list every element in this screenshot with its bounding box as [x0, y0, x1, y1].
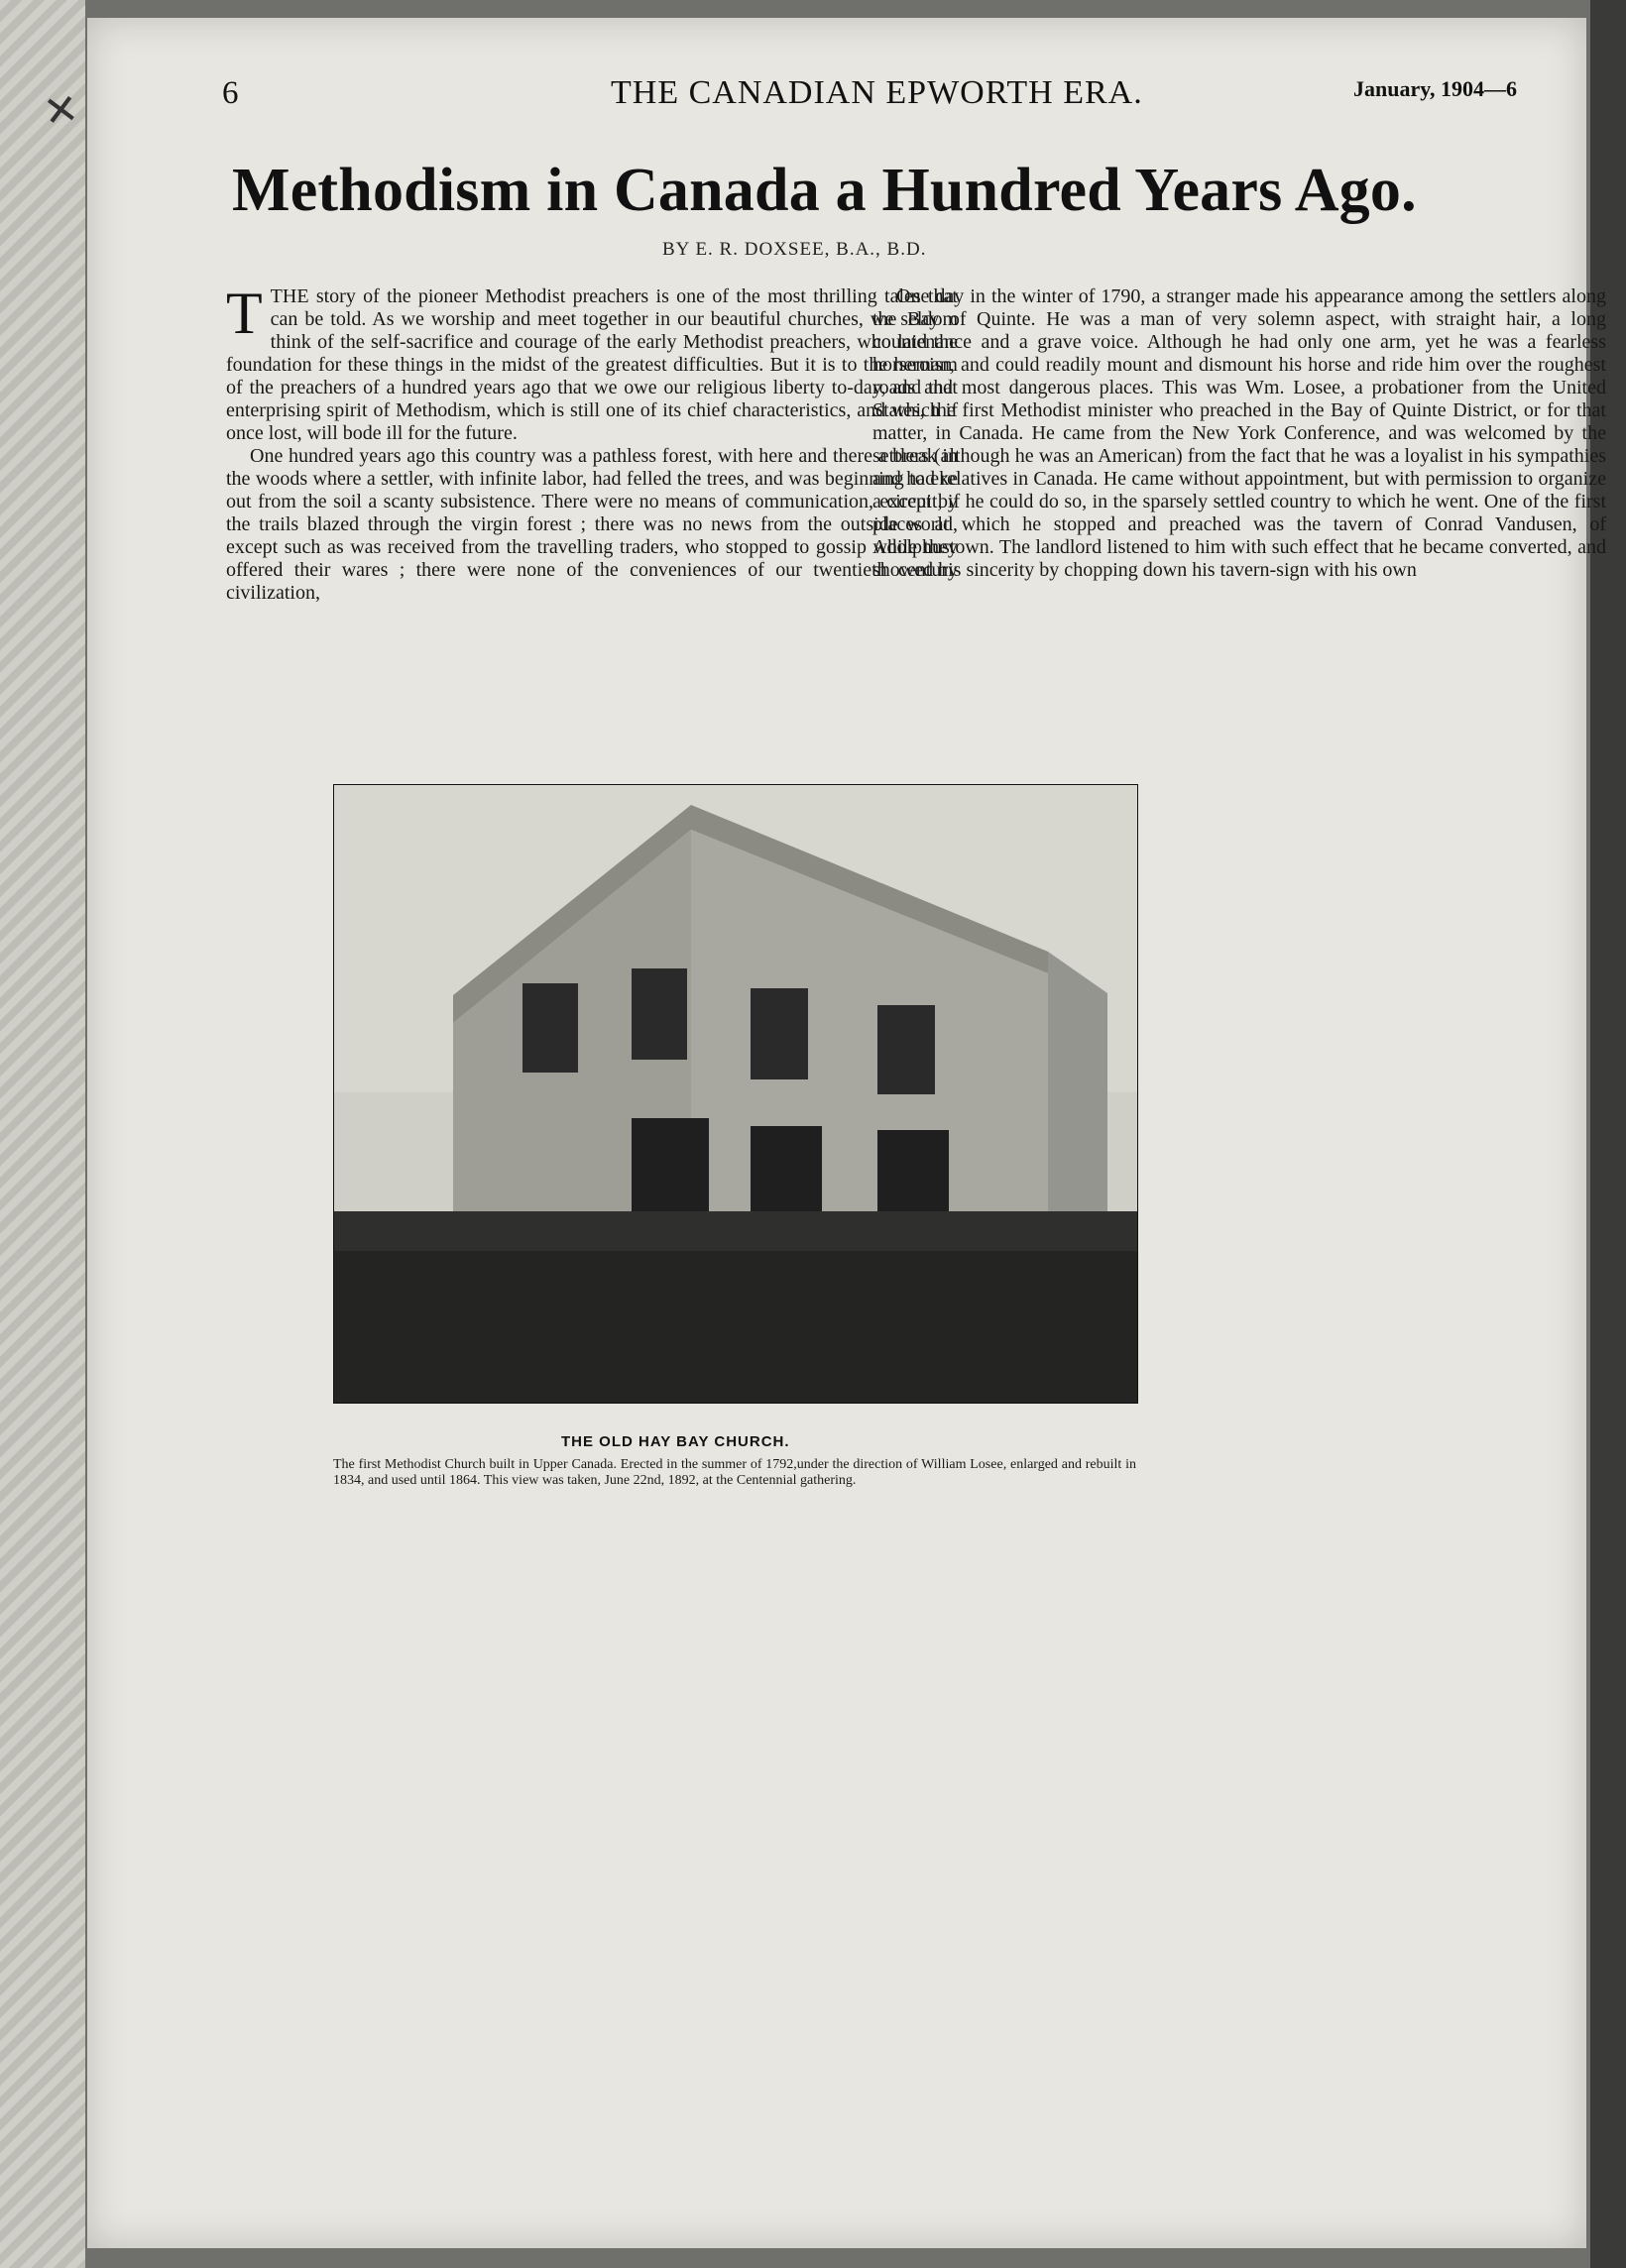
left-paragraph-2: One hundred years ago this country was a pathless forest, with here and there a break in the woods where a settler, with infinite labor, had felled the trees, and was beginning to eke out from the soil a scanty subsistence. There were no means of communication, except by the trails blazed through the virgin forest ; there was no news from the outside world, except such as was received from the travelling traders, who stopped to gossip while they offered their wares ; there were none of the conveniences of our twentieth century civilization,	[226, 445, 958, 604]
church-photo-illustration	[334, 785, 1137, 1403]
pencil-mark-icon: ✕	[40, 83, 82, 137]
publication-title: THE CANADIAN EPWORTH ERA.	[611, 74, 1143, 111]
drop-cap: T	[226, 281, 263, 346]
article-byline: BY E. R. DOXSEE, B.A., B.D.	[662, 239, 927, 260]
right-paragraph-1: One day in the winter of 1790, a stranger made his appearance among the settlers along the Bay of Quinte. He was a man of very solemn aspect, with straight hair, a long countenance and a grave voice. Although he had only one arm, yet he was a fearless horseman, and could readily mount and dismount his horse and ride him over the roughest roads and most dangerous places. This was Wm. Losee, a probationer from the United States, the first Methodist minister who preached in the Bay of Quinte District, or for that matter, in Canada. He came from the New York Conference, and was welcomed by the settlers (although he was an American) from the fact that he was a loyalist in his sympathies and had relatives in Canada. He came without appointment, but with permission to organize a circuit, if he could do so, in the sparsely settled country to which he went. One of the first places at which he stopped and preached was the tavern of Conrad Vandusen, of Adolphustown. The landlord listened to him with such effect that he became converted, and showed his sincerity by chopping down his tavern-sign with his own	[872, 285, 1606, 581]
article-title: Methodism in Canada a Hundred Years Ago.	[232, 157, 1417, 224]
page-number: 6	[222, 75, 239, 111]
left-paragraph-1: TTHE story of the pioneer Methodist preachers is one of the most thrilling tales that can be told. As we worship and meet together in our beautiful churches, we seldom think of the self-sacrifice and courage of the early Methodist preachers, who laid the foundation for these things in the midst of the greatest difficulties. But it is to the heroism of the preachers of a hundred years ago that we owe our religious liberty to-day, and that enterprising spirit of Methodism, which is still one of its chief characteristics, and which if once lost, will bode ill for the future.	[226, 281, 958, 444]
left-page-edge	[0, 0, 85, 2268]
image-caption-text: The first Methodist Church built in Upper Canada. Erected in the summer of 1792,under the direction of William Losee, enlarged and rebuilt in 1834, and used until 1864. This view was taken, June 22nd, 1892, at the Centennial gathering.	[333, 1457, 1136, 1488]
article-right-column-top	[872, 285, 1606, 582]
issue-date: January, 1904—6	[1353, 76, 1518, 101]
newspaper-page	[87, 18, 1606, 2248]
image-caption-title: THE OLD HAY BAY CHURCH.	[561, 1433, 790, 1450]
article-left-column-top	[226, 281, 958, 605]
church-photograph	[333, 784, 1138, 1404]
